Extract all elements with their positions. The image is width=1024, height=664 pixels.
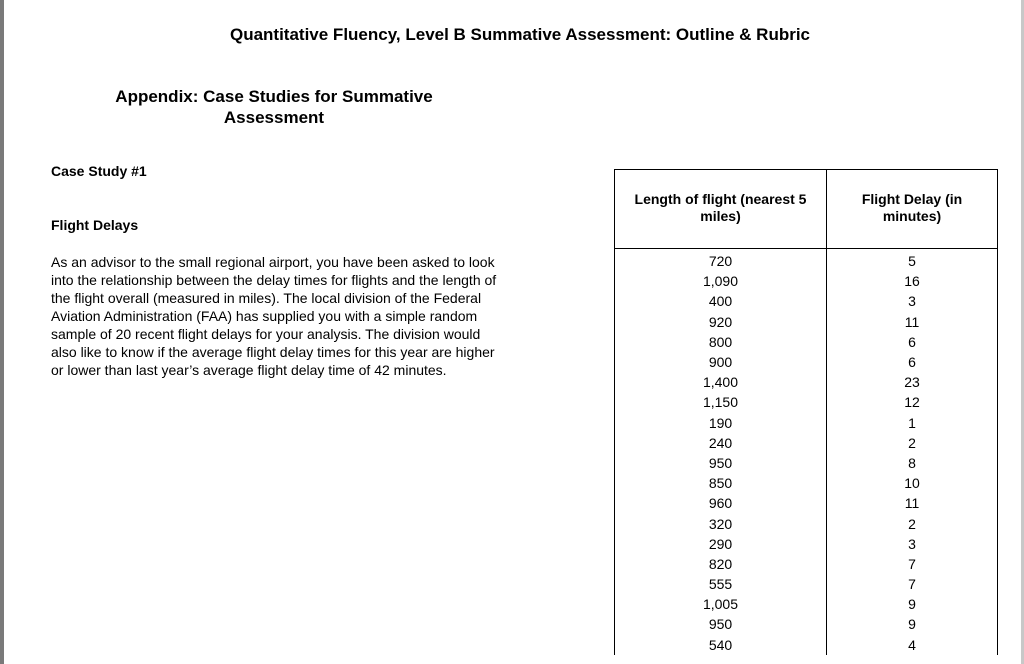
flight-length-cell: 1,005 <box>615 594 827 614</box>
case-study-subheading: Flight Delays <box>51 217 139 233</box>
table-row <box>615 635 998 655</box>
table-row <box>615 453 998 473</box>
flight-delay-cell: 3 <box>827 291 998 311</box>
flight-delay-cell: 4 <box>827 635 998 655</box>
table-row <box>615 493 998 513</box>
header-flight-length: Length of flight (nearest 5 miles) <box>615 170 827 249</box>
table-row <box>615 513 998 533</box>
flight-length-cell: 950 <box>615 614 827 634</box>
flight-delay-cell: 23 <box>827 372 998 392</box>
flight-delay-cell: 2 <box>827 513 998 533</box>
table-row <box>615 433 998 453</box>
flight-length-cell: 820 <box>615 554 827 574</box>
table-row <box>615 249 998 272</box>
flight-length-cell: 900 <box>615 352 827 372</box>
flight-data-table <box>614 169 998 655</box>
flight-delay-cell: 7 <box>827 574 998 594</box>
flight-delay-cell: 16 <box>827 271 998 291</box>
flight-length-cell: 950 <box>615 453 827 473</box>
flight-delay-cell: 7 <box>827 554 998 574</box>
table-row <box>615 594 998 614</box>
table-row <box>615 271 998 291</box>
flight-length-cell: 1,400 <box>615 372 827 392</box>
flight-delay-cell: 8 <box>827 453 998 473</box>
flight-delay-cell: 11 <box>827 493 998 513</box>
case-study-heading: Case Study #1 <box>51 163 147 179</box>
flight-length-cell: 850 <box>615 473 827 493</box>
flight-delay-cell: 12 <box>827 392 998 412</box>
flight-length-cell: 1,090 <box>615 271 827 291</box>
flight-delay-cell: 6 <box>827 332 998 352</box>
flight-length-cell: 920 <box>615 312 827 332</box>
flight-length-cell: 1,150 <box>615 392 827 412</box>
page-left-edge <box>0 0 4 664</box>
header-flight-delay: Flight Delay (in minutes) <box>827 170 998 249</box>
flight-length-cell: 800 <box>615 332 827 352</box>
flight-delay-cell: 10 <box>827 473 998 493</box>
document-title: Quantitative Fluency, Level B Summative Assessment: Outline & Rubric <box>229 25 811 44</box>
table-row <box>615 392 998 412</box>
table-row <box>615 413 998 433</box>
flight-delay-cell: 6 <box>827 352 998 372</box>
flight-length-cell: 720 <box>615 249 827 272</box>
flight-delay-cell: 3 <box>827 534 998 554</box>
flight-delay-cell: 2 <box>827 433 998 453</box>
table-row <box>615 574 998 594</box>
flight-length-cell: 400 <box>615 291 827 311</box>
table-row <box>615 352 998 372</box>
flight-length-cell: 290 <box>615 534 827 554</box>
table-row <box>615 312 998 332</box>
flight-delay-cell: 9 <box>827 614 998 634</box>
flight-delay-cell: 11 <box>827 312 998 332</box>
table-row <box>615 614 998 634</box>
table-header-row <box>615 170 998 249</box>
flight-delay-cell: 9 <box>827 594 998 614</box>
table-row <box>615 332 998 352</box>
table-row <box>615 372 998 392</box>
flight-delay-cell: 1 <box>827 413 998 433</box>
table-row <box>615 534 998 554</box>
flight-length-cell: 240 <box>615 433 827 453</box>
table-row <box>615 554 998 574</box>
case-study-description: As an advisor to the small regional airport, you have been asked to look into the relationship between the delay times for flights and the length of the flight overall (measured in miles). The local division of the Federal Aviation Administration (FAA) has supplied you with a simple random sample of 20 recent flight delays for your analysis. The division would also like to know if the average flight delay times for this year are higher or lower than last year’s average flight delay time of 42 minutes. <box>51 254 497 378</box>
flight-length-cell: 540 <box>615 635 827 655</box>
table-row <box>615 291 998 311</box>
flight-length-cell: 190 <box>615 413 827 433</box>
table-row <box>615 473 998 493</box>
flight-length-cell: 555 <box>615 574 827 594</box>
flight-length-cell: 960 <box>615 493 827 513</box>
flight-length-cell: 320 <box>615 513 827 533</box>
flight-delay-cell: 5 <box>827 249 998 272</box>
appendix-title: Appendix: Case Studies for Summative Assessment <box>115 87 433 127</box>
